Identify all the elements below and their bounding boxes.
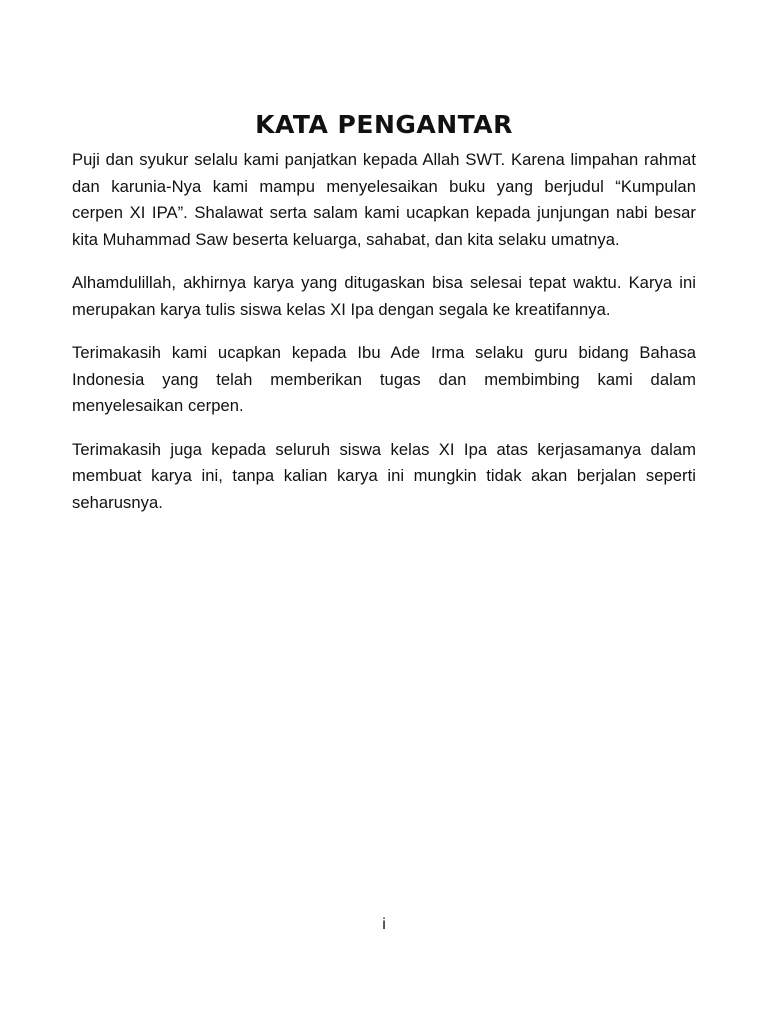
paragraph-thanks-students: Terimakasih juga kepada seluruh siswa kelas XI Ipa atas kerjasamanya dalam membuat karya ini, tanpa kalian karya ini mungkin tidak akan berjalan seperti seharusnya. <box>72 439 696 512</box>
page-title: KATA PENGANTAR <box>255 110 513 139</box>
paragraph-opening: Puji dan syukur selalu kami panjatkan kepada Allah SWT. Karena limpahan rahmat dan karunia-Nya kami mampu menyelesaikan buku yang berjudul “Kumpulan cerpen XI IPA”. Shalawat serta salam kami ucapkan kepada junjungan nabi besar kita Muhammad Saw beserta keluarga, sahabat, dan kita selaku umatnya. <box>72 150 696 249</box>
paragraph-alhamdulillah: Alhamdulillah, akhirnya karya yang ditugaskan bisa selesai tepat waktu. Karya ini merupakan karya tulis siswa kelas XI Ipa dengan segala ke kreatifannya. <box>72 273 696 319</box>
page-number: i <box>382 916 386 933</box>
paragraph-thanks-teacher: Terimakasih kami ucapkan kepada Ibu Ade Irma selaku guru bidang Bahasa Indonesia yang telah memberikan tugas dan membimbing kami dalam menyelesaikan cerpen. <box>72 343 696 415</box>
document-body <box>72 147 696 533</box>
